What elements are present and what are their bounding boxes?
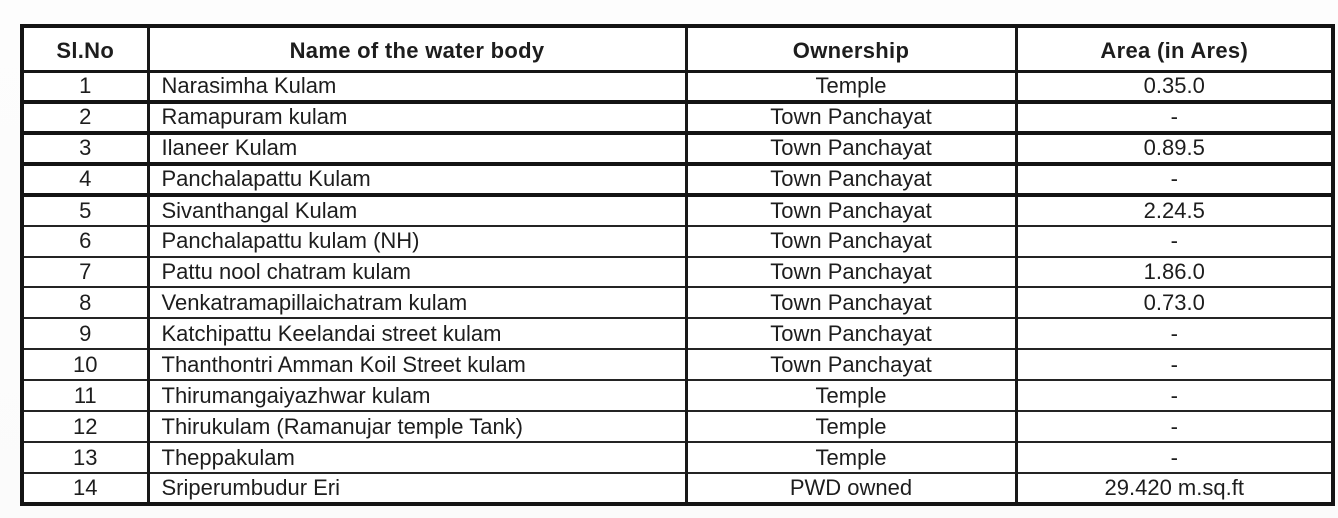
cell-ownership: Town Panchayat <box>686 133 1016 164</box>
cell-slno: 13 <box>22 442 148 473</box>
cell-name: Ilaneer Kulam <box>148 133 686 164</box>
table-row <box>22 473 1333 504</box>
cell-name: Venkatramapillaichatram kulam <box>148 287 686 318</box>
cell-ownership: Town Panchayat <box>686 102 1016 133</box>
cell-ownership: Temple <box>686 71 1016 102</box>
cell-ownership: Temple <box>686 380 1016 411</box>
cell-area: 0.89.5 <box>1016 133 1333 164</box>
cell-slno: 10 <box>22 349 148 380</box>
cell-name: Katchipattu Keelandai street kulam <box>148 318 686 349</box>
header-row <box>22 26 1333 71</box>
cell-name: Ramapuram kulam <box>148 102 686 133</box>
cell-name: Sivanthangal Kulam <box>148 195 686 226</box>
table-row <box>22 442 1333 473</box>
cell-slno: 7 <box>22 257 148 288</box>
cell-name: Narasimha Kulam <box>148 71 686 102</box>
cell-slno: 3 <box>22 133 148 164</box>
col-header-area: Area (in Ares) <box>1016 26 1333 71</box>
cell-area: 29.420 m.sq.ft <box>1016 473 1333 504</box>
cell-name: Panchalapattu kulam (NH) <box>148 226 686 257</box>
table-row <box>22 71 1333 102</box>
cell-area: - <box>1016 349 1333 380</box>
cell-slno: 9 <box>22 318 148 349</box>
cell-name: Thirukulam (Ramanujar temple Tank) <box>148 411 686 442</box>
cell-ownership: Town Panchayat <box>686 226 1016 257</box>
cell-slno: 2 <box>22 102 148 133</box>
cell-area: - <box>1016 442 1333 473</box>
cell-area: 0.35.0 <box>1016 71 1333 102</box>
cell-ownership: Temple <box>686 411 1016 442</box>
table-row <box>22 226 1333 257</box>
cell-name: Thirumangaiyazhwar kulam <box>148 380 686 411</box>
table-row <box>22 380 1333 411</box>
cell-name: Panchalapattu Kulam <box>148 164 686 195</box>
cell-ownership: Town Panchayat <box>686 349 1016 380</box>
cell-slno: 14 <box>22 473 148 504</box>
cell-name: Pattu nool chatram kulam <box>148 257 686 288</box>
cell-name: Theppakulam <box>148 442 686 473</box>
cell-name: Sriperumbudur Eri <box>148 473 686 504</box>
cell-area: - <box>1016 318 1333 349</box>
table-row <box>22 318 1333 349</box>
table-row <box>22 257 1333 288</box>
cell-area: - <box>1016 380 1333 411</box>
table-row <box>22 287 1333 318</box>
cell-ownership: Temple <box>686 442 1016 473</box>
cell-slno: 11 <box>22 380 148 411</box>
cell-slno: 1 <box>22 71 148 102</box>
water-bodies-table <box>20 24 1335 506</box>
cell-slno: 5 <box>22 195 148 226</box>
table-row <box>22 411 1333 442</box>
cell-ownership: Town Panchayat <box>686 257 1016 288</box>
cell-slno: 8 <box>22 287 148 318</box>
table-row <box>22 133 1333 164</box>
cell-slno: 6 <box>22 226 148 257</box>
cell-area: 0.73.0 <box>1016 287 1333 318</box>
cell-slno: 4 <box>22 164 148 195</box>
table-row <box>22 164 1333 195</box>
cell-area: 2.24.5 <box>1016 195 1333 226</box>
col-header-name: Name of the water body <box>148 26 686 71</box>
cell-ownership: PWD owned <box>686 473 1016 504</box>
table-row <box>22 102 1333 133</box>
cell-slno: 12 <box>22 411 148 442</box>
cell-area: - <box>1016 411 1333 442</box>
cell-name: Thanthontri Amman Koil Street kulam <box>148 349 686 380</box>
table-row <box>22 195 1333 226</box>
cell-area: 1.86.0 <box>1016 257 1333 288</box>
col-header-slno: Sl.No <box>22 26 148 71</box>
cell-ownership: Town Panchayat <box>686 318 1016 349</box>
table-row <box>22 349 1333 380</box>
cell-ownership: Town Panchayat <box>686 164 1016 195</box>
cell-ownership: Town Panchayat <box>686 287 1016 318</box>
cell-area: - <box>1016 226 1333 257</box>
col-header-ownership: Ownership <box>686 26 1016 71</box>
cell-area: - <box>1016 164 1333 195</box>
cell-ownership: Town Panchayat <box>686 195 1016 226</box>
cell-area: - <box>1016 102 1333 133</box>
